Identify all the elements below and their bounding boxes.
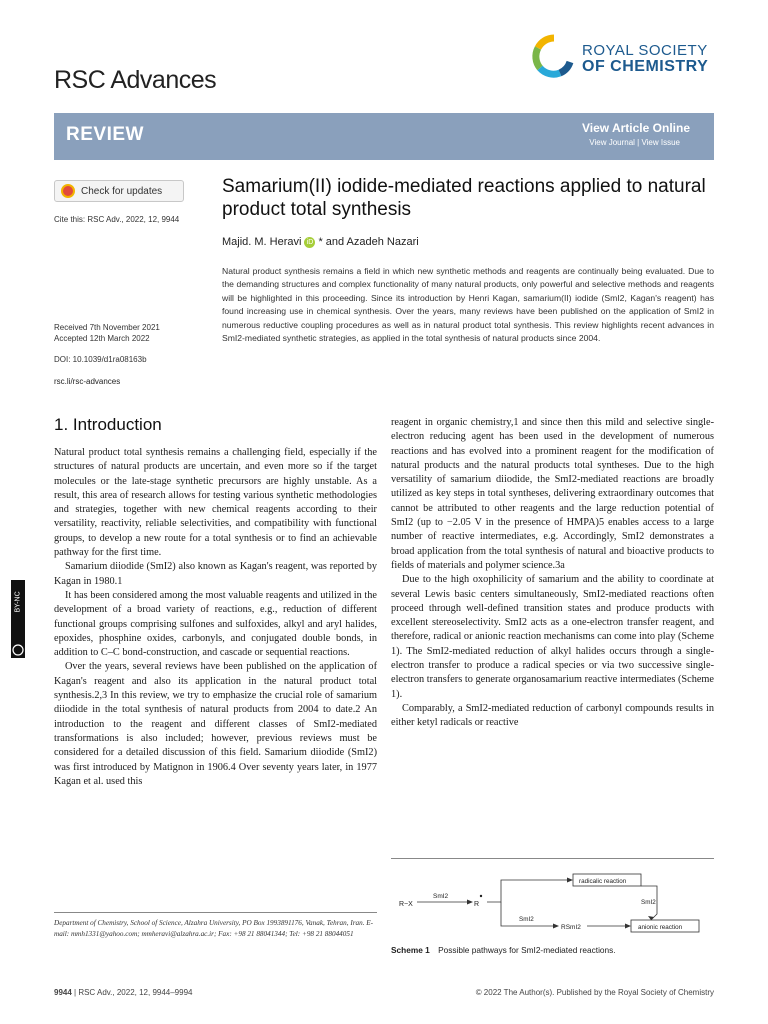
license-text: BY-NC bbox=[14, 591, 22, 613]
view-journal-issue-links[interactable]: View Journal | View Issue bbox=[589, 138, 680, 147]
paragraph: It has been considered among the most valuable reagents and utilized in the development of a broad variety of reactions, e.g., reduction of different functional groups comprising sulfones and sulfoxides, alkyl and aryl halides, epoxides, phosphine oxides, carbonyls, and conjugated double bonds, in addition to C–C bond-construction, and cascade or sequential reactions. bbox=[54, 589, 377, 659]
authors bbox=[222, 236, 419, 248]
footnote-rule bbox=[54, 912, 377, 913]
paragraph: Samarium diiodide (SmI2) also known as Kagan's reagent, was reported by Kagan in 1980.1 bbox=[54, 561, 377, 587]
paragraph: reagent in organic chemistry,1 and since then this mild and selective single-electron reducing agent has been used in the development of numerous reactions and has evolved into a prominent reagent for the modification of natural products and the natural products total syntheses. Due to the high versatility of samarium diiodide, the SmI2-mediated reactions are broadly utilized as key steps in total syntheses, delivering extraordinary outcomes that cannot be attributed to other reagents and the large reduction potential of SmI2 (up to −2.05 V in the presence of HMPA)5 enables access to a large number of reactive intermediates, e.g. Accordingly, SmI2 demonstrates a broad application from the total synthesis of natural and bioactive products to fields of materials and polymer science.3a bbox=[391, 417, 714, 571]
arrow-to-radical-box bbox=[487, 880, 567, 902]
page-number: 9944 bbox=[54, 988, 72, 997]
journal-title: RSC Advances bbox=[54, 66, 217, 94]
radical-dot bbox=[480, 895, 482, 897]
scheme-rule bbox=[391, 858, 714, 859]
accepted-date: Accepted 12th March 2022 bbox=[54, 334, 150, 343]
author-rest: and Azadeh Nazari bbox=[325, 236, 419, 248]
body-column-left bbox=[54, 446, 377, 789]
radical-reaction-label: radicalic reaction bbox=[579, 878, 627, 885]
corresponding-mark: * bbox=[318, 236, 323, 248]
journal-link[interactable]: rsc.li/rsc-advances bbox=[54, 377, 121, 386]
reagent-label: SmI2 bbox=[519, 916, 534, 923]
body-column-right bbox=[391, 416, 714, 731]
anionic-reaction-label: anionic reaction bbox=[638, 924, 683, 931]
paragraph: Over the years, several reviews have been published on the application of Kagan's reagent and also its application in the natural product total synthesis.2,3 In this review, we try to emphasize the crucial role of samarium diiodide in the total synthesis of natural products from 2004 to date.2 An introduction to the reagent and different classes of SmI2-mediated transformations is also included; however, previous reviews must be considered for a detailed discussion of this field. Samarium diiodide (SmI2) was first introduced by Matignon in 1906.4 Over seventy years later, in 1977 Kagan et al. used this bbox=[54, 661, 377, 787]
rsc-logo bbox=[530, 32, 720, 80]
paragraph: Due to the high oxophilicity of samarium and the ability to coordinate at several Lewis basic centers simultaneously, SmI2-mediated reactions often proceed through well-defined transition states and produce products with excellent stereoselectivity. SmI2 acts as a one-electron transfer reagent, and therefore, radical or anionic reaction mechanisms can come into play (Scheme 1). The SmI2-mediated reduction of alkyl halides occurs through a single-electron transfer to produce a radical species or via two successive single-electron transfers to generate organosamarium reactive intermediates (Scheme 1). bbox=[391, 574, 714, 700]
article-type: REVIEW bbox=[66, 124, 144, 145]
radical-intermediate: R bbox=[474, 901, 480, 908]
reagent-label: SmI2 bbox=[433, 893, 449, 900]
article-type-banner bbox=[54, 113, 714, 160]
doi[interactable]: DOI: 10.1039/d1ra08163b bbox=[54, 355, 147, 364]
publisher-line2: OF CHEMISTRY bbox=[582, 58, 709, 75]
publisher-line1: ROYAL SOCIETY bbox=[582, 42, 708, 59]
orcid-icon[interactable]: iD bbox=[304, 237, 315, 248]
affiliation-footnote: Department of Chemistry, School of Science, Alzahra University, PO Box 1993891176, Vanak, Tehran, Iran. E-mail: mmh1331@yahoo.com; mmheravi@alzahra.ac.ir; Fax: +98 21 88041344; Tel: +98 21 88044051 bbox=[54, 919, 374, 938]
scheme-caption-text: Possible pathways for SmI2-mediated reactions. bbox=[438, 945, 616, 955]
received-date: Received 7th November 2021 bbox=[54, 323, 160, 332]
copyright: © 2022 The Author(s). Published by the Royal Society of Chemistry bbox=[475, 988, 714, 997]
abstract: Natural product synthesis remains a field in which new synthetic methods and reagents are continually being evaluated. Due to the demanding structures and complex functionality of many natural products, only powerful and selective methods and reagents will be highlighted in this proceeding. Since its introduction by Henri Kagan, samarium(II) iodide (SmI2, Kagan's reagent) has found increasing use in chemical synthesis. Over the years, many reviews have been published on the application of SmI2 in numerous reductive coupling procedures as well as in natural product total synthesis. This review highlights recent advances in SmI2-mediated synthetic strategies, as applied in the total synthesis of natural products since 2004. bbox=[222, 266, 714, 344]
license-badge[interactable] bbox=[11, 580, 25, 658]
citation: Cite this: RSC Adv., 2022, 12, 9944 bbox=[54, 215, 180, 224]
author-first: Majid. M. Heravi bbox=[222, 236, 302, 248]
check-for-updates-button[interactable] bbox=[54, 180, 184, 202]
check-for-updates-label: Check for updates bbox=[81, 185, 163, 197]
paragraph: Natural product total synthesis remains a challenging field, especially if the structures of natural products are uncertain, and even more so if the target molecules or the late-stage synthetic precursors are highly unstable. As a result, this area of research allows for testing various synthetic methodologies and strategies, together with new chemical reagents according to their versatility, reactivity, reliable selectivities, and compatibility with functional groups, to develop a new route for a total synthesis or to find an achievable pathway for the first time. bbox=[54, 447, 377, 559]
scheme-caption bbox=[391, 945, 616, 955]
scheme-1-diagram bbox=[395, 866, 715, 938]
scheme-label: Scheme 1 bbox=[391, 945, 430, 955]
footer-left bbox=[54, 988, 192, 997]
journal-ref: | RSC Adv., 2022, 12, 9944–9994 bbox=[71, 988, 193, 997]
view-article-online-link[interactable]: View Article Online bbox=[581, 121, 690, 135]
reagent-label: SmI2 bbox=[641, 899, 656, 906]
paragraph: Comparably, a SmI2-mediated reduction of carbonyl compounds results in either ketyl radicals or reactive bbox=[391, 702, 714, 729]
reactant-rx: R−X bbox=[399, 901, 413, 908]
section-heading: 1. Introduction bbox=[54, 415, 162, 434]
article-title: Samarium(II) iodide-mediated reactions applied to natural product total synthesis bbox=[222, 176, 706, 220]
update-icon bbox=[61, 184, 75, 198]
organosamarium-intermediate: RSmI2 bbox=[561, 924, 581, 931]
rsc-logo-icon bbox=[530, 32, 578, 80]
